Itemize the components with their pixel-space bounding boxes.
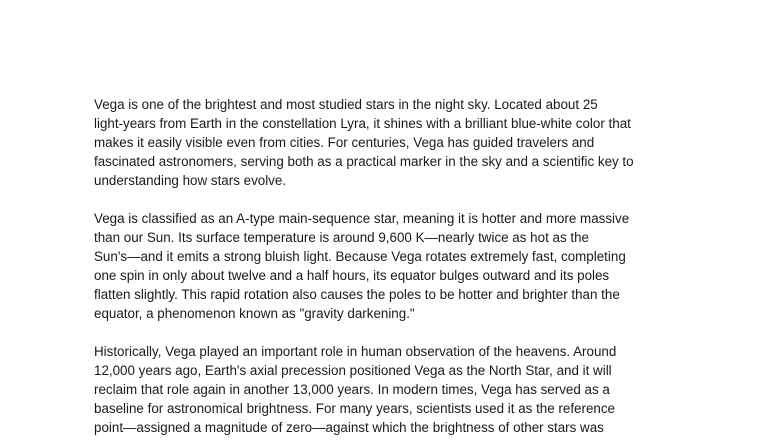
text-line: one spin in only about twelve and a half hours, its equator bulges outward and its poles <box>94 268 610 283</box>
paragraph-vega-history <box>94 342 714 437</box>
text-line: equator, a phenomenon known as "gravity darkening." <box>94 306 415 321</box>
paragraph-vega-intro <box>94 95 714 190</box>
text-line: Vega is classified as an A-type main-sequence star, meaning it is hotter and more massive <box>94 211 630 226</box>
text-line: flatten slightly. This rapid rotation also causes the poles to be hotter and brighter than the <box>94 287 620 302</box>
text-line: baseline for astronomical brightness. For many years, scientists used it as the reference <box>94 401 615 416</box>
text-line: reclaim that role again in another 13,000 years. In modern times, Vega has served as a <box>94 382 610 397</box>
text-line: than our Sun. Its surface temperature is around 9,600 K—nearly twice as hot as the <box>94 230 589 245</box>
text-line: 12,000 years ago, Earth's axial precession positioned Vega as the North Star, and it will <box>94 363 612 378</box>
text-line: Sun's—and it emits a strong bluish light. Because Vega rotates extremely fast, completing <box>94 249 626 264</box>
text-line: understanding how stars evolve. <box>94 173 287 188</box>
paragraph-vega-classification <box>94 209 714 323</box>
text-line: Historically, Vega played an important role in human observation of the heavens. Around <box>94 344 617 359</box>
text-line: light-years from Earth in the constellation Lyra, it shines with a brilliant blue-white color that <box>94 116 631 131</box>
text-line: Vega is one of the brightest and most studied stars in the night sky. Located about 25 <box>94 97 598 112</box>
text-line: makes it easily visible even from cities. For centuries, Vega has guided travelers and <box>94 135 595 150</box>
text-line: point—assigned a magnitude of zero—against which the brightness of other stars was <box>94 420 604 435</box>
document-body <box>94 95 714 441</box>
text-line: fascinated astronomers, serving both as a practical marker in the sky and a scientific key to <box>94 154 634 169</box>
